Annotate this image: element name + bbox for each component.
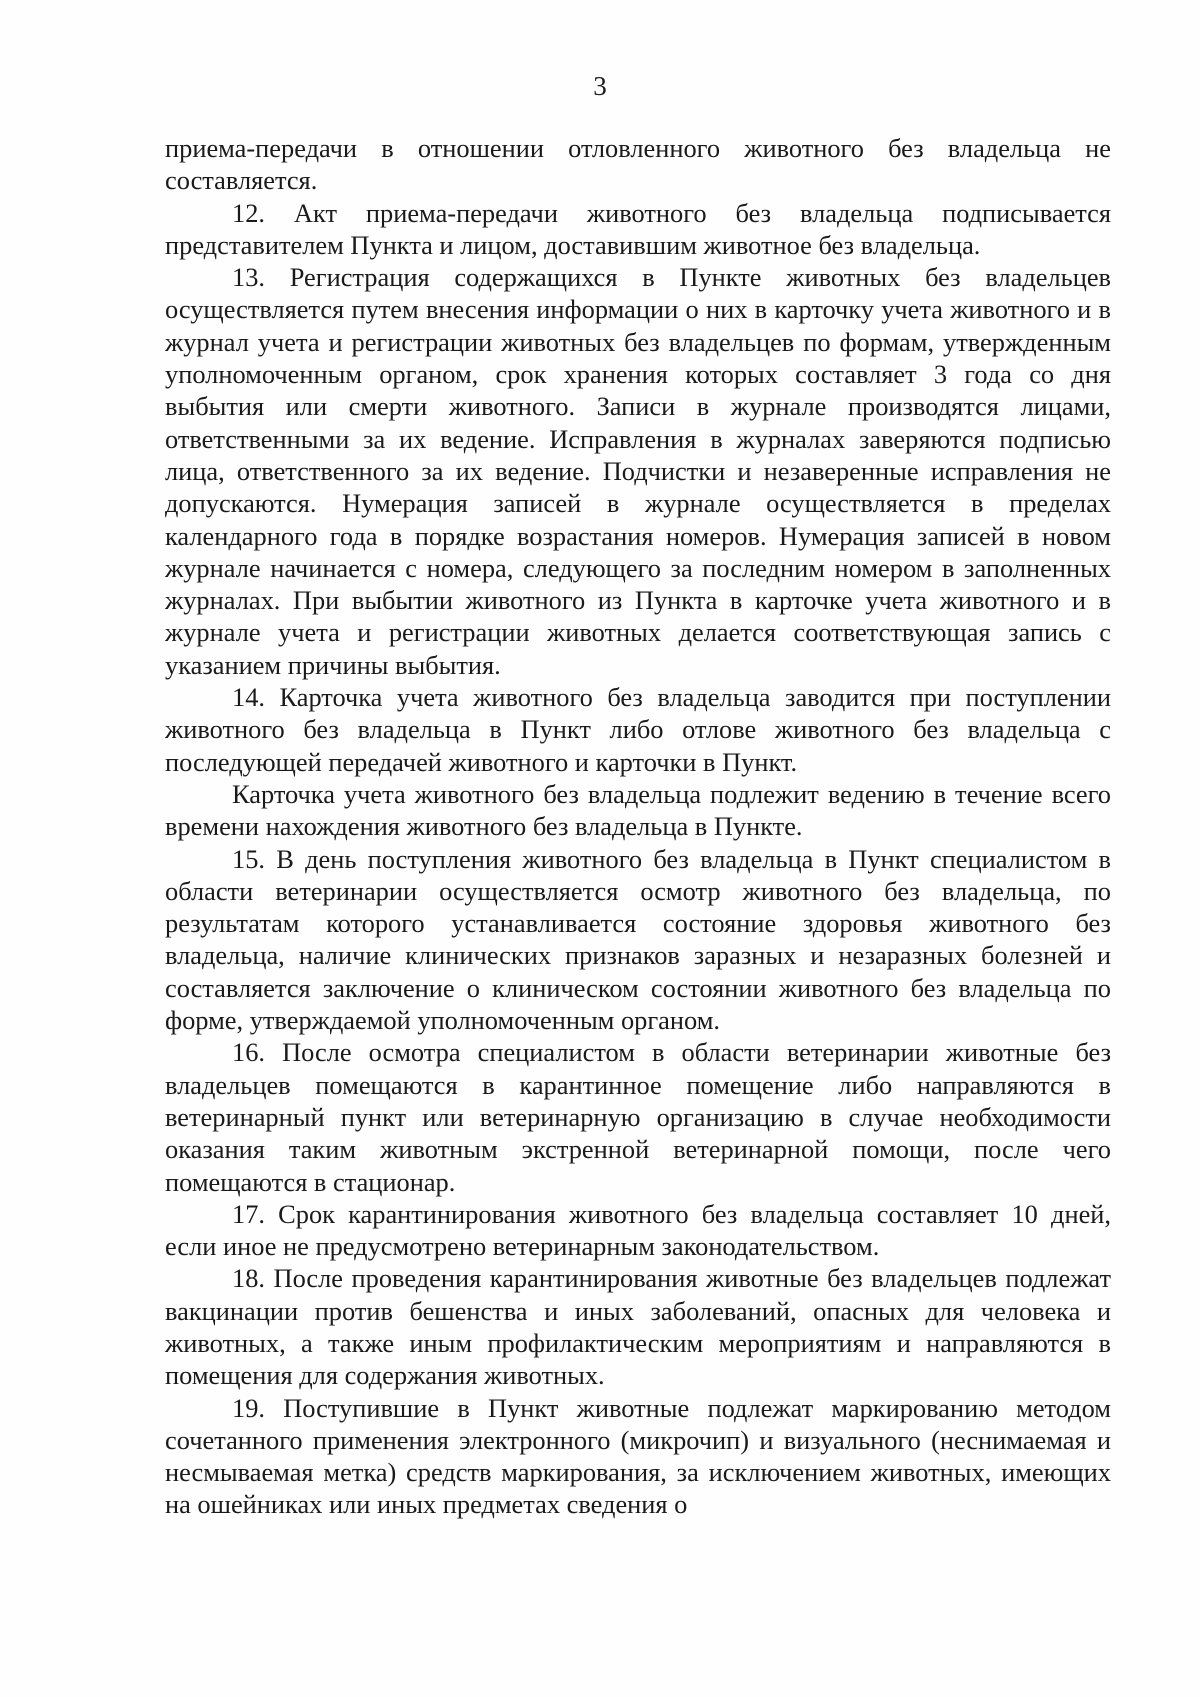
page-number: 3 bbox=[593, 71, 607, 101]
paragraph-15: 15. В день поступления животного без владельца в Пункт специалистом в области ветеринарии осуществляется осмотр животного без владельца, по результатам которого устанавливается состояние здоровья животного без владельца, наличие клинических признаков заразных и незаразных болезней и составляется заключение о клиническом состоянии животного без владельца по форме, утверждаемой уполномоченным органом. bbox=[165, 843, 1111, 1036]
paragraph-16: 16. После осмотра специалистом в области ветеринарии животные без владельцев помещаются в карантинное помещение либо направляются в ветеринарный пункт или ветеринарную организацию в случае необходимости оказания таким животным экстренной ветеринарной помощи, после чего помещаются в стационар. bbox=[165, 1037, 1111, 1197]
paragraph-18: 18. После проведения карантинирования животные без владельцев подлежат вакцинации против бешенства и иных заболеваний, опасных для человека и животных, а также иным профилактическим мероприятиям и направляются в помещения для содержания животных. bbox=[165, 1263, 1111, 1391]
paragraph-13: 13. Регистрация содержащихся в Пункте животных без владельцев осуществляется путем внесения информации о них в карточку учета животного и в журнал учета и регистрации животных без владельцев по формам, утвержденным уполномоченным органом, срок хранения которых составляет 3 года со дня выбытия или смерти животного. Записи в журнале производятся лицами, ответственными за их ведение. Исправления в журналах заверяются подписью лица, ответственного за их ведение. Подчистки и незаверенные исправления не допускаются. Нумерация записей в журнале осуществляется в пределах календарного года в порядке возрастания номеров. Нумерация записей в новом журнале начинается с номера, следующего за последним номером в заполненных журналах. При выбытии животного из Пункта в карточке учета животного и в журнале учета и регистрации животных делается соответствующая запись с указанием причины выбытия. bbox=[165, 262, 1111, 680]
paragraph-17: 17. Срок карантинирования животного без владельца составляет 10 дней, если иное не предусмотрено ветеринарным законодательством. bbox=[165, 1198, 1111, 1262]
paragraph-14-card: Карточка учета животного без владельца подлежит ведению в течение всего времени нахождения животного без владельца в Пункте. bbox=[165, 778, 1111, 842]
paragraph-14: 14. Карточка учета животного без владельца заводится при поступлении животного без владельца в Пункт либо отлове животного без владельца с последующей передачей животного и карточки в Пункт. bbox=[165, 682, 1111, 777]
paragraph-19: 19. Поступившие в Пункт животные подлежат маркированию методом сочетанного применения электронного (микрочип) и визуального (неснимаемая и несмываемая метка) средств маркирования, за исключением животных, имеющих на ошейниках или иных предметах сведения о bbox=[165, 1392, 1111, 1520]
paragraph-12: 12. Акт приема-передачи животного без владельца подписывается представителем Пункта и лицом, доставившим животное без владельца. bbox=[165, 197, 1111, 260]
paragraph-continuation: приема-передачи в отношении отловленного животного без владельца не составляется. bbox=[165, 133, 1111, 196]
document-body bbox=[165, 132, 1111, 1521]
